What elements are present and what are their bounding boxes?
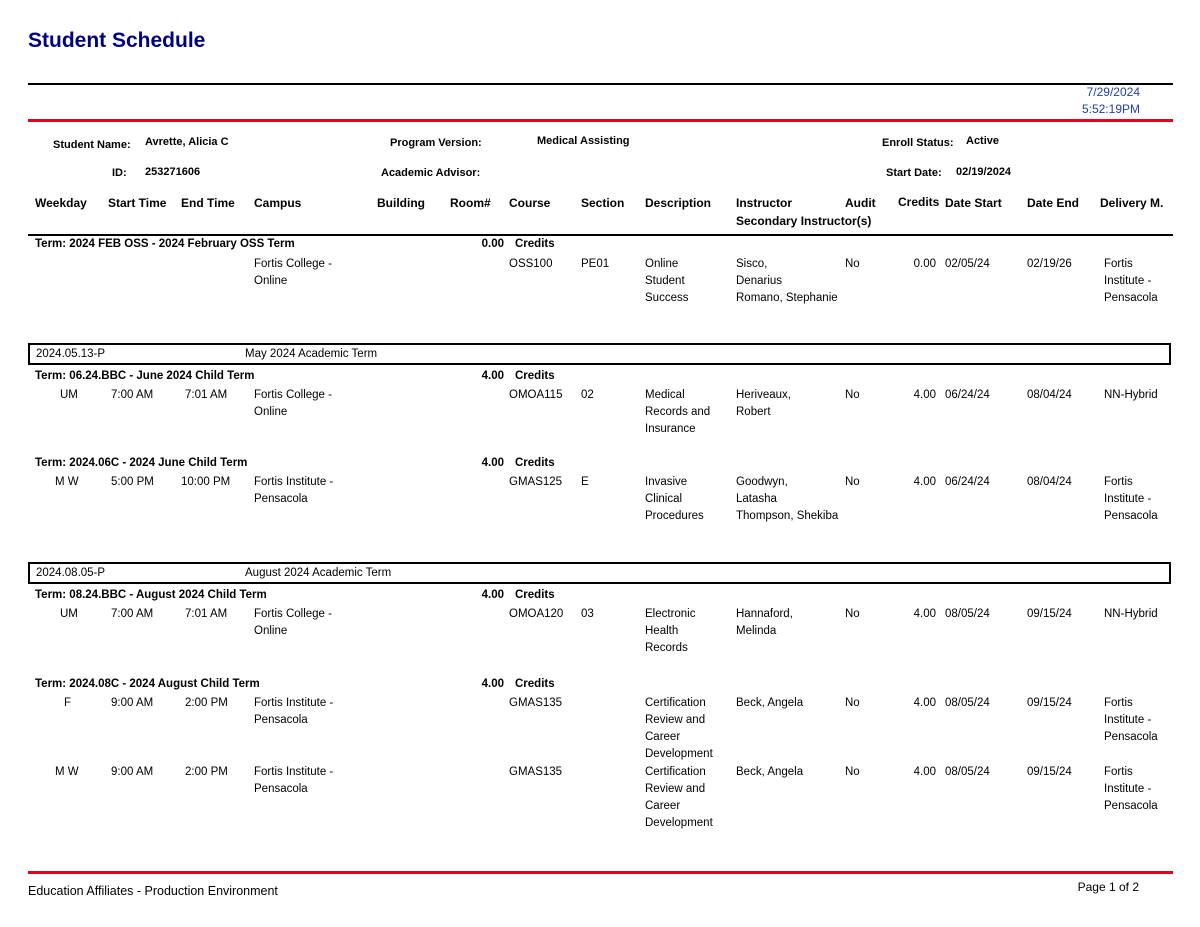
term-credits-label: Credits	[515, 457, 555, 469]
row-description: Invasive Clinical Procedures	[645, 476, 704, 522]
row-date-end: 09/15/24	[1027, 766, 1072, 778]
enroll-status: Active	[966, 135, 1000, 147]
row-credits: 4.00	[913, 476, 936, 488]
row-secondary-instructor: Romano, Stephanie	[736, 292, 838, 304]
row-audit: No	[845, 476, 860, 488]
row-delivery: NN-Hybrid	[1104, 608, 1158, 620]
academic-term-box	[28, 562, 1171, 584]
header-date-end: Date End	[1027, 196, 1080, 210]
row-audit: No	[845, 766, 860, 778]
row-weekday: F	[64, 697, 72, 709]
column-header-divider	[28, 234, 1173, 236]
row-weekday: UM	[60, 608, 78, 620]
term-credits-total: 4.00	[481, 370, 504, 382]
row-weekday: UM	[60, 389, 78, 401]
row-start-time: 5:00 PM	[111, 476, 154, 488]
row-secondary-instructor: Thompson, Shekiba	[736, 510, 839, 522]
footer-red-divider	[28, 871, 1173, 874]
row-instructor: Hannaford, Melinda	[736, 608, 793, 637]
academic-term-name: May 2024 Academic Term	[245, 348, 378, 360]
header-campus: Campus	[254, 196, 302, 210]
row-date-start: 08/05/24	[945, 608, 990, 620]
start-date: 02/19/2024	[956, 166, 1012, 178]
row-description: Medical Records and Insurance	[645, 389, 711, 435]
row-date-end: 08/04/24	[1027, 476, 1072, 488]
row-delivery: Fortis Institute - Pensacola	[1104, 476, 1158, 522]
row-start-time: 7:00 AM	[111, 608, 154, 620]
row-course: OMOA115	[509, 389, 563, 401]
header-room: Room#	[450, 196, 491, 210]
row-instructor: Beck, Angela	[736, 697, 804, 709]
header-instructor: Instructor	[736, 196, 793, 210]
row-weekday: M W	[55, 476, 79, 488]
header-date-start: Date Start	[945, 196, 1002, 210]
row-instructor: Beck, Angela	[736, 766, 804, 778]
row-start-time: 9:00 AM	[111, 766, 154, 778]
student-name-label: Student Name:	[53, 139, 131, 151]
row-campus: Fortis College - Online	[254, 258, 332, 287]
academic-term-code: 2024.08.05-P	[36, 567, 106, 579]
row-end-time: 10:00 PM	[181, 476, 231, 488]
row-date-start: 06/24/24	[945, 389, 990, 401]
row-credits: 4.00	[913, 389, 936, 401]
header-section: Section	[581, 196, 625, 210]
row-start-time: 7:00 AM	[111, 389, 154, 401]
header-weekday: Weekday	[35, 196, 87, 210]
row-audit: No	[845, 608, 860, 620]
row-description: Electronic Health Records	[645, 608, 696, 654]
row-weekday: M W	[55, 766, 79, 778]
row-end-time: 2:00 PM	[185, 766, 228, 778]
row-date-start: 06/24/24	[945, 476, 990, 488]
header-description: Description	[645, 196, 712, 210]
program-version: Medical Assisting	[537, 135, 630, 147]
header-secondary-instructor: Secondary Instructor(s)	[736, 214, 872, 228]
row-delivery: Fortis Institute - Pensacola	[1104, 697, 1158, 743]
row-course: GMAS125	[509, 476, 563, 488]
advisor-label: Academic Advisor:	[381, 167, 481, 179]
row-date-end: 08/04/24	[1027, 389, 1072, 401]
term-heading: Term: 2024.06C - 2024 June Child Term	[35, 457, 248, 469]
header-credits: Credits	[898, 195, 940, 209]
row-end-time: 7:01 AM	[185, 608, 228, 620]
row-date-end: 02/19/26	[1027, 258, 1072, 270]
page-number: Page 1 of 2	[1077, 880, 1139, 894]
academic-term-box	[28, 343, 1171, 365]
academic-term-code: 2024.05.13-P	[36, 348, 106, 360]
student-name: Avrette, Alicia C	[145, 136, 229, 148]
row-campus: Fortis Institute - Pensacola	[254, 766, 334, 795]
program-label: Program Version:	[390, 137, 482, 149]
row-description: Certification Review and Career Development	[645, 697, 713, 760]
term-credits-label: Credits	[515, 238, 555, 250]
row-credits: 4.00	[913, 697, 936, 709]
row-instructor: Sisco, Denarius	[736, 258, 783, 287]
student-id-label: ID:	[112, 167, 127, 179]
row-instructor: Goodwyn, Latasha	[736, 476, 788, 505]
row-course: OSS100	[509, 258, 553, 270]
row-date-start: 08/05/24	[945, 697, 990, 709]
term-credits-total: 4.00	[481, 678, 504, 690]
header-delivery: Delivery M.	[1100, 196, 1164, 210]
row-section: E	[581, 476, 589, 488]
row-start-time: 9:00 AM	[111, 697, 154, 709]
row-delivery: Fortis Institute - Pensacola	[1104, 258, 1158, 304]
row-section: 02	[581, 389, 594, 401]
term-credits-total: 0.00	[481, 238, 504, 250]
row-description: Certification Review and Career Development	[645, 766, 713, 829]
row-description: Online Student Success	[645, 258, 689, 304]
row-date-end: 09/15/24	[1027, 697, 1072, 709]
row-credits: 4.00	[913, 766, 936, 778]
term-heading: Term: 2024 FEB OSS - 2024 February OSS Term	[35, 238, 295, 250]
term-credits-label: Credits	[515, 370, 555, 382]
row-campus: Fortis Institute - Pensacola	[254, 697, 334, 726]
row-section: PE01	[581, 258, 610, 270]
row-campus: Fortis Institute - Pensacola	[254, 476, 334, 505]
row-credits: 0.00	[913, 258, 936, 270]
header-audit: Audit	[845, 196, 876, 210]
page-title: Student Schedule	[28, 29, 206, 52]
row-instructor: Heriveaux, Robert	[736, 389, 791, 418]
row-credits: 4.00	[913, 608, 936, 620]
term-credits-label: Credits	[515, 678, 555, 690]
row-end-time: 7:01 AM	[185, 389, 228, 401]
row-audit: No	[845, 258, 860, 270]
start-date-label: Start Date:	[886, 167, 942, 179]
term-credits-total: 4.00	[481, 589, 504, 601]
header-end-time: End Time	[181, 196, 235, 210]
academic-term-name: August 2024 Academic Term	[245, 567, 392, 579]
row-end-time: 2:00 PM	[185, 697, 228, 709]
row-audit: No	[845, 697, 860, 709]
term-credits-label: Credits	[515, 589, 555, 601]
row-course: GMAS135	[509, 697, 563, 709]
row-date-start: 08/05/24	[945, 766, 990, 778]
report-date: 7/29/2024	[1086, 85, 1140, 99]
header-start-time: Start Time	[108, 196, 167, 210]
row-date-start: 02/05/24	[945, 258, 990, 270]
row-campus: Fortis College - Online	[254, 389, 332, 418]
header-red-divider	[28, 119, 1173, 122]
term-heading: Term: 08.24.BBC - August 2024 Child Term	[35, 589, 267, 601]
footer-environment: Education Affiliates - Production Environment	[28, 884, 278, 898]
header-building: Building	[377, 196, 425, 210]
header-course: Course	[509, 196, 551, 210]
enroll-status-label: Enroll Status:	[882, 137, 954, 149]
row-campus: Fortis College - Online	[254, 608, 332, 637]
term-heading: Term: 2024.08C - 2024 August Child Term	[35, 678, 260, 690]
row-section: 03	[581, 608, 594, 620]
student-id: 253271606	[145, 166, 201, 178]
row-course: OMOA120	[509, 608, 564, 620]
row-date-end: 09/15/24	[1027, 608, 1072, 620]
row-audit: No	[845, 389, 860, 401]
row-course: GMAS135	[509, 766, 563, 778]
report-time: 5:52:19PM	[1081, 102, 1140, 116]
term-heading: Term: 06.24.BBC - June 2024 Child Term	[35, 370, 255, 382]
row-delivery: Fortis Institute - Pensacola	[1104, 766, 1158, 812]
report-timestamp	[1082, 84, 1140, 118]
term-credits-total: 4.00	[481, 457, 504, 469]
header-divider	[28, 83, 1173, 85]
row-delivery: NN-Hybrid	[1104, 389, 1158, 401]
